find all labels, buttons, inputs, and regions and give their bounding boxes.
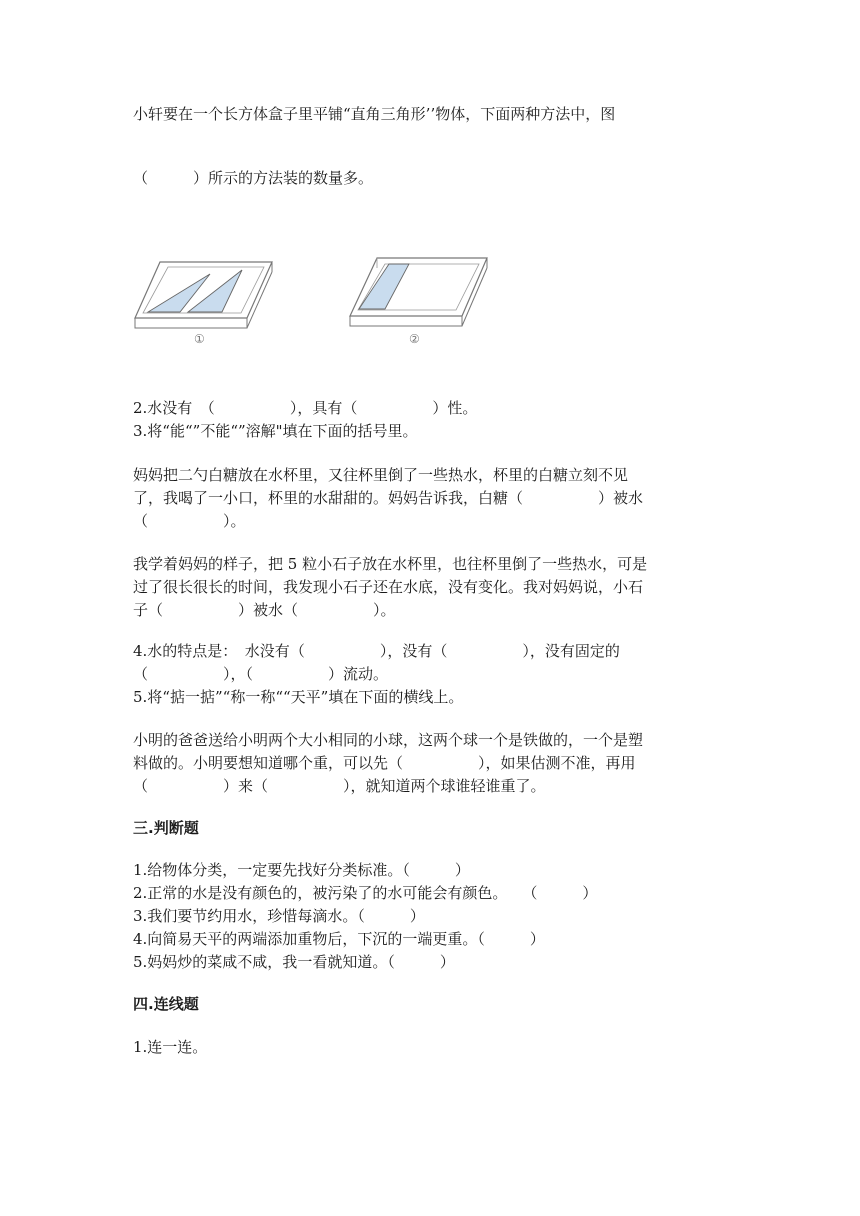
box-diagram-2 [345,250,495,360]
judge-item-5: 5.妈妈炒的菜咸不咸，我一看就知道。（ ） [133,953,455,971]
q5-line-1: 5.将“掂一掂”“称一称““天平”填在下面的横线上。 [133,688,464,706]
intro-line-1: 小轩要在一个长方体盒子里平铺“直角三角形’’物体，下面两种方法中，图 [133,105,616,123]
q5-p-line-3: （ ）来（ ），就知道两个球谁轻谁重了。 [133,777,546,795]
q3-p1-line-1: 妈妈把二勺白糖放在水杯里，又往杯里倒了一些热水，杯里的白糖立刻不见 [133,466,629,484]
q2-line-1: 2.水没有 （ ），具有（ ）性。 [133,399,478,417]
q3-line-1: 3.将“能“”不能“”溶解"填在下面的括号里。 [133,422,418,440]
figure-label-1: ① [194,332,205,346]
q4-line-2: （ ），（ ）流动。 [133,665,389,683]
figure-label-2: ② [409,332,420,346]
intro-line-2: （ ）所示的方法装的数量多。 [133,169,374,187]
section-3-title: 三.判断题 [133,819,199,837]
q3-p2-line-2: 过了很长很长的时间，我发现小石子还在水底，没有变化。我对妈妈说，小石 [133,578,644,596]
judge-item-3: 3.我们要节约用水，珍惜每滴水。（ ） [133,907,425,925]
q5-p-line-1: 小明的爸爸送给小明两个大小相同的小球，这两个球一个是铁做的，一个是塑 [133,731,644,749]
judge-item-2: 2.正常的水是没有颜色的，被污染了的水可能会有颜色。 （ ） [133,884,598,902]
judge-item-1: 1.给物体分类，一定要先找好分类标准。（ ） [133,861,470,879]
q3-p2-line-3: 子（ ）被水（ ）。 [133,601,396,619]
q4-line-1: 4.水的特点是： 水没有（ ），没有（ ），没有固定的 [133,642,620,660]
match-item-1: 1.连一连。 [133,1038,208,1056]
box-figure-1 [130,250,280,360]
box-figure-2 [345,250,495,360]
box-diagram-1 [130,250,280,360]
section-4-title: 四.连线题 [133,995,199,1013]
judge-item-4: 4.向简易天平的两端添加重物后，下沉的一端更重。（ ） [133,930,545,948]
q3-p1-line-3: （ ）。 [133,512,246,530]
q5-p-line-2: 料做的。小明要想知道哪个重，可以先（ ），如果估测不准，再用 [133,754,636,772]
q3-p1-line-2: 了，我喝了一小口，杯里的水甜甜的。妈妈告诉我，白糖（ ）被水 [133,489,644,507]
q3-p2-line-1: 我学着妈妈的样子，把 5 粒小石子放在水杯里，也往杯里倒了一些热水，可是 [133,555,648,573]
